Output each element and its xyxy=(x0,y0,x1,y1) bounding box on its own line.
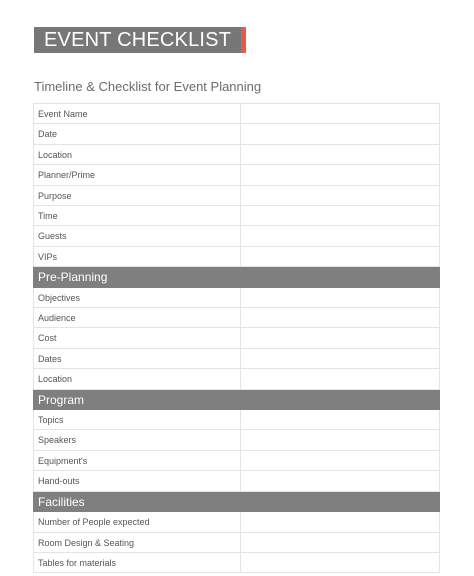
checklist-row-value-vips[interactable] xyxy=(241,247,439,266)
checklist-row-value-dates[interactable] xyxy=(241,349,439,368)
checklist-row-value-objectives[interactable] xyxy=(241,288,439,307)
checklist-row xyxy=(33,369,440,389)
checklist-row xyxy=(33,165,440,185)
checklist-row-value-audience[interactable] xyxy=(241,308,439,327)
checklist-row xyxy=(33,226,440,246)
checklist-row-label: Date xyxy=(34,124,241,143)
checklist-row-label: Guests xyxy=(34,226,241,245)
checklist-row-value-location[interactable] xyxy=(241,145,439,164)
checklist-row-value-cost[interactable] xyxy=(241,328,439,347)
checklist-row xyxy=(33,533,440,553)
checklist-row xyxy=(33,124,440,144)
checklist-row xyxy=(33,247,440,267)
checklist-row-label: Location xyxy=(34,369,241,388)
checklist-row-label: Objectives xyxy=(34,288,241,307)
checklist-row-value-event-name[interactable] xyxy=(241,104,439,123)
checklist-row xyxy=(33,451,440,471)
checklist-row-label: Hand-outs xyxy=(34,471,241,490)
checklist-row-label: Topics xyxy=(34,410,241,429)
checklist-row-label: Tables for materials xyxy=(34,553,241,572)
checklist-row-label: Audience xyxy=(34,308,241,327)
title-banner xyxy=(34,27,246,53)
checklist-row xyxy=(33,430,440,450)
checklist-row-value-number-of-people-expected[interactable] xyxy=(241,512,439,531)
checklist-row-label: Cost xyxy=(34,328,241,347)
checklist-row xyxy=(33,206,440,226)
checklist-row-value-speakers[interactable] xyxy=(241,430,439,449)
checklist-row xyxy=(33,471,440,491)
checklist-row xyxy=(33,104,440,124)
section-header-pre-planning: Pre-Planning xyxy=(33,267,440,288)
checklist-row-value-planner-prime[interactable] xyxy=(241,165,439,184)
checklist-row-label: Room Design & Seating xyxy=(34,533,241,552)
checklist-row-value-guests[interactable] xyxy=(241,226,439,245)
checklist-row-label: VIPs xyxy=(34,247,241,266)
checklist-row-value-tables-for-materials[interactable] xyxy=(241,553,439,572)
checklist-row-label: Purpose xyxy=(34,186,241,205)
section-header-program: Program xyxy=(33,390,440,411)
checklist-row xyxy=(33,288,440,308)
title-accent-bar xyxy=(241,27,246,53)
checklist-row xyxy=(33,186,440,206)
page-subtitle: Timeline & Checklist for Event Planning xyxy=(34,79,262,94)
checklist-row-value-equipment-s[interactable] xyxy=(241,451,439,470)
checklist-row-label: Event Name xyxy=(34,104,241,123)
checklist-row-value-topics[interactable] xyxy=(241,410,439,429)
checklist-row-label: Time xyxy=(34,206,241,225)
checklist-row-value-date[interactable] xyxy=(241,124,439,143)
checklist-row-value-hand-outs[interactable] xyxy=(241,471,439,490)
checklist-row xyxy=(33,145,440,165)
checklist-row-label: Dates xyxy=(34,349,241,368)
checklist-table xyxy=(33,103,440,573)
checklist-row xyxy=(33,308,440,328)
section-header-facilities: Facilities xyxy=(33,492,440,513)
checklist-row-label: Equipment's xyxy=(34,451,241,470)
checklist-row xyxy=(33,328,440,348)
checklist-row xyxy=(33,410,440,430)
checklist-row-label: Location xyxy=(34,145,241,164)
checklist-row xyxy=(33,349,440,369)
checklist-row-label: Planner/Prime xyxy=(34,165,241,184)
checklist-row-value-time[interactable] xyxy=(241,206,439,225)
checklist-row xyxy=(33,553,440,573)
checklist-row-value-location[interactable] xyxy=(241,369,439,388)
page-title: EVENT CHECKLIST xyxy=(44,29,232,51)
checklist-row-label: Speakers xyxy=(34,430,241,449)
checklist-row-label: Number of People expected xyxy=(34,512,241,531)
checklist-row xyxy=(33,512,440,532)
checklist-row-value-room-design-seating[interactable] xyxy=(241,533,439,552)
checklist-row-value-purpose[interactable] xyxy=(241,186,439,205)
